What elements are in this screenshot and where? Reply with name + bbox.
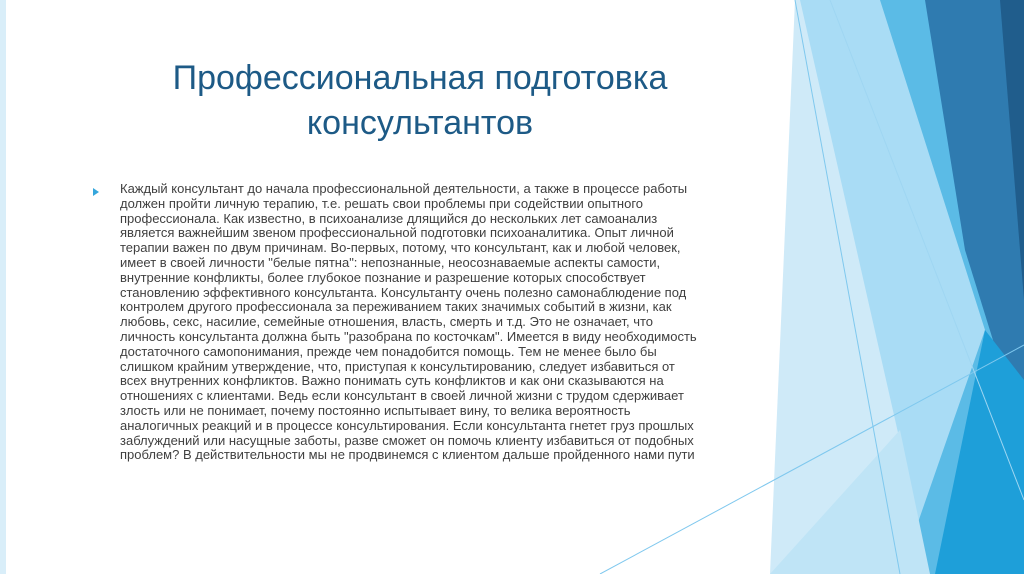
body-line: становлению эффективного консультанта. Консультанту очень полезно самонаблюдение под	[120, 284, 687, 300]
bullet-arrow-icon	[93, 188, 99, 196]
body-line: имеет в своей личности "белые пятна": непознанные, неосознаваемые аспекты самости,	[120, 254, 661, 270]
body-line: заблуждений или насущные заботы, разве сможет он помочь клиенту избавиться от подобных	[120, 432, 694, 448]
body-line: внутренние конфликты, более глубокое познание и разрешение которых способствует	[120, 269, 646, 285]
body-line: проблем? В действительности мы не продвинемся с клиентом дальше пройденного нами пути	[120, 447, 695, 463]
body-line: Каждый консультант до начала профессиональной деятельности, а также в процессе работы	[120, 181, 688, 196]
body-paragraph	[120, 182, 780, 463]
body-line: профессионала. Как известно, в психоанализе длящийся до нескольких лет самоанализ	[120, 210, 658, 226]
body-line: терапии важен по двум причинам. Во-первых, потому, что консультант, как и любой человек,	[120, 240, 681, 256]
slide-title	[100, 56, 740, 146]
body-line: всех внутренних конфликтов. Важно понимать суть конфликтов и как они сказываются на	[120, 373, 664, 389]
body-line: любовь, секс, насилие, семейные отношения, власть, смерть и т.д. Это не означает, что	[120, 314, 654, 330]
body-line: достаточного самопонимания, прежде чем понадобится помощь. Тем не менее было бы	[120, 343, 657, 359]
body-line: контролем другого профессионала за переживанием таких значимых событий в жизни, как	[120, 299, 672, 315]
title-line-2: консультантов	[306, 104, 534, 142]
body-line: слишком крайним утверждение, что, приступая к консультированию, следует избавиться от	[120, 358, 675, 374]
body-line: является важнейшим звеном профессиональной подготовки психоаналитика. Опыт личной	[120, 225, 674, 241]
title-line-1: Профессиональная подготовка	[172, 59, 668, 97]
body-line: личность консультанта должна быть "разобрана по косточкам". Имеется в виду необходимость	[120, 328, 697, 344]
left-edge-strip	[0, 0, 6, 574]
body-line: злость или не понимает, почему постоянно испытывает вину, то велика вероятность	[120, 402, 631, 418]
body-line: аналогичных реакций и в процессе консультирования. Если консультанта гнетет груз прошлых	[120, 417, 694, 433]
body-line: должен пройти личную терапию, т.е. решать свои проблемы при содействии опытного	[120, 195, 644, 211]
body-line: отношениях с клиентами. Ведь если консультант в своей личной жизни с трудом сдерживает	[120, 388, 684, 404]
